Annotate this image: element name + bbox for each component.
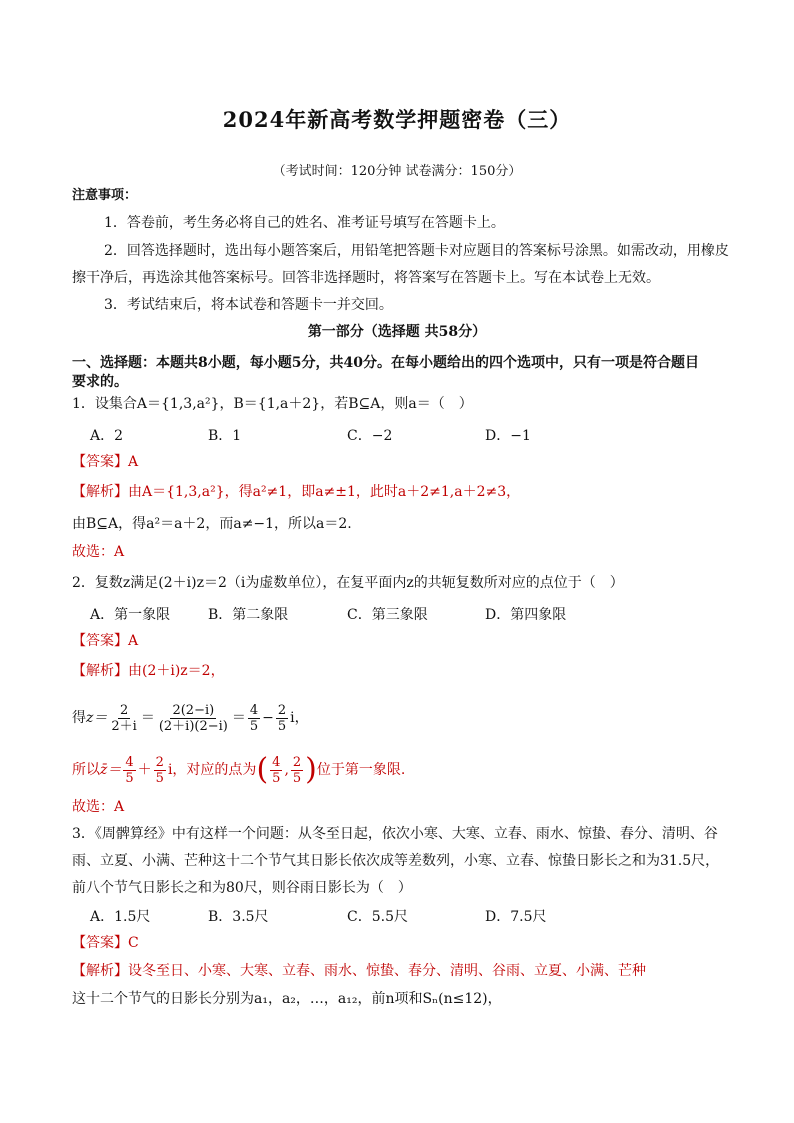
- question-2-stem: 2．复数z满足(2＋i)z＝2（i为虚数单位），在复平面内z的共轭复数所对应的点位于（ ）: [72, 575, 624, 591]
- right-paren: ): [305, 752, 317, 787]
- fraction-3: [248, 703, 260, 734]
- denominator: 5: [292, 770, 302, 786]
- exam-info: （考试时间：120分钟 试卷满分：150分）: [272, 164, 522, 179]
- denominator: 5: [249, 718, 259, 734]
- step-tail: i，: [290, 710, 309, 726]
- question-2-analysis-line-1: [72, 661, 732, 681]
- fraction-4: [276, 703, 288, 734]
- conjugate-z-equals: z̄＝: [100, 762, 122, 778]
- question-1-answer: 【答案】A: [72, 454, 139, 470]
- denominator: 5: [125, 770, 134, 786]
- step-prefix: 所以: [72, 762, 100, 778]
- plus-sign: ＋: [137, 762, 152, 778]
- numerator: 2: [292, 754, 302, 770]
- note-item-2-line-1: 2．回答选择题时，选出每小题答案后，用铅笔把答题卡对应题目的答案标号涂黑。如需改动，用橡皮: [104, 243, 729, 259]
- option-c: C．第三象限: [347, 607, 428, 623]
- left-paren: (: [256, 752, 269, 787]
- option-b: B．1: [208, 428, 242, 444]
- question-1-stem: 1．设集合A＝{1,3,a²}，B＝{1,a＋2}，若B⊆A，则a＝（ ）: [72, 396, 473, 412]
- fraction-8: [291, 755, 303, 786]
- question-1-analysis-line-2: 由B⊆A，得a²＝a＋2，而a≠−1，所以a＝2.: [72, 516, 352, 532]
- option-b: B．第二象限: [208, 607, 289, 623]
- question-2-derivation: [72, 700, 732, 736]
- equals-sign: ＝: [231, 710, 246, 726]
- option-a: A．2: [90, 428, 124, 444]
- numerator: 2: [119, 702, 129, 718]
- fraction-7: [270, 755, 282, 786]
- step-tail: 位于第一象限.: [316, 762, 406, 778]
- part-one-heading: 第一部分（选择题 共58分）: [307, 324, 487, 340]
- option-a: A．1.5尺: [90, 909, 151, 925]
- question-3-answer: 【答案】C: [72, 935, 139, 951]
- option-c: C．5.5尺: [347, 909, 408, 925]
- numerator: 2: [277, 702, 287, 718]
- numerator: 4: [125, 754, 134, 770]
- analysis-text: 由(2＋i)z＝2，: [128, 663, 225, 679]
- denominator: 2＋i: [111, 718, 137, 734]
- question-1-choice: 故选：A: [72, 544, 125, 560]
- section-instructions-line-2: 要求的。: [72, 374, 128, 390]
- denominator: (2＋i)(2−i): [158, 718, 228, 734]
- step-mid: i，对应的点为: [167, 762, 257, 778]
- question-2-conclusion: 所以z̄＝ $\frac{4}{5}$ ＋ $\frac{2}{5}$ i，对应的点为( $\frac{4}{5}$ , $\frac{2}{5}$ )位于第一象限.: [72, 752, 406, 787]
- option-c: C．−2: [347, 428, 393, 444]
- analysis-text: 由A＝{1,3,a²}，得a²≠1，即a≠±1，此时a＋2≠1,a＋2≠3，: [128, 484, 521, 500]
- denominator: 5: [155, 770, 164, 786]
- step-prefix: 得: [72, 710, 86, 726]
- minus-sign: −: [262, 710, 274, 726]
- analysis-tag: 【解析】: [72, 963, 128, 979]
- analysis-tag: 【解析】: [72, 484, 128, 500]
- note-item-3: 3．考试结束后，将本试卷和答题卡一并交回。: [104, 297, 393, 313]
- equals-sign: ＝: [140, 710, 155, 726]
- fraction-5: [123, 755, 135, 786]
- section-instructions-line-1: 一、选择题：本题共8小题，每小题5分，共40分。在每小题给出的四个选项中，只有一项是符合题目: [72, 355, 699, 371]
- question-3-stem-line-3: 前八个节气日影长之和为80尺，则谷雨日影长为（ ）: [72, 880, 412, 896]
- denominator: 5: [272, 770, 281, 786]
- fraction-6: [154, 755, 166, 786]
- analysis-text: 设冬至日、小寒、大寒、立春、雨水、惊蛰、春分、清明、谷雨、立夏、小满、芒种: [128, 963, 646, 979]
- numerator: 4: [272, 754, 281, 770]
- denominator: 5: [277, 718, 287, 734]
- question-1-analysis-line-1: [72, 482, 732, 502]
- option-d: D．−1: [485, 428, 531, 444]
- numerator: 2(2−i): [172, 702, 215, 718]
- page-title: 2024年新高考数学押题密卷（三）: [222, 107, 572, 132]
- question-2-choice: 故选：A: [72, 799, 125, 815]
- fraction-2: [157, 703, 230, 734]
- question-3-analysis-line-2: 这十二个节气的日影长分别为a₁，a₂，…，a₁₂，前n项和Sₙ(n≤12)，: [72, 991, 502, 1007]
- note-item-1: 1．答卷前，考生务必将自己的姓名、准考证号填写在答题卡上。: [104, 215, 505, 231]
- notes-heading: 注意事项：: [72, 188, 138, 203]
- question-3-stem-line-2: 雨、立夏、小满、芒种这十二个节气其日影长依次成等差数列，小寒、立春、惊蛰日影长之和为31.5尺，: [72, 853, 720, 869]
- option-d: D．7.5尺: [485, 909, 547, 925]
- note-item-2-line-2: 擦干净后，再选涂其他答案标号。回答非选择题时，将答案写在答题卡上。写在本试卷上无效。: [72, 270, 660, 286]
- option-a: A．第一象限: [90, 607, 171, 623]
- question-3-stem-line-1: 3．《周髀算经》中有这样一个问题：从冬至日起，依次小寒、大寒、立春、雨水、惊蛰、春分、清明、谷: [72, 826, 718, 842]
- analysis-tag: 【解析】: [72, 663, 128, 679]
- numerator: 4: [249, 702, 259, 718]
- numerator: 2: [155, 754, 164, 770]
- z-equals: z＝: [86, 710, 108, 726]
- fraction-1: [109, 703, 138, 734]
- option-d: D．第四象限: [485, 607, 567, 623]
- question-3-analysis-line-1: [72, 961, 732, 981]
- option-b: B．3.5尺: [208, 909, 269, 925]
- question-2-answer: 【答案】A: [72, 633, 139, 649]
